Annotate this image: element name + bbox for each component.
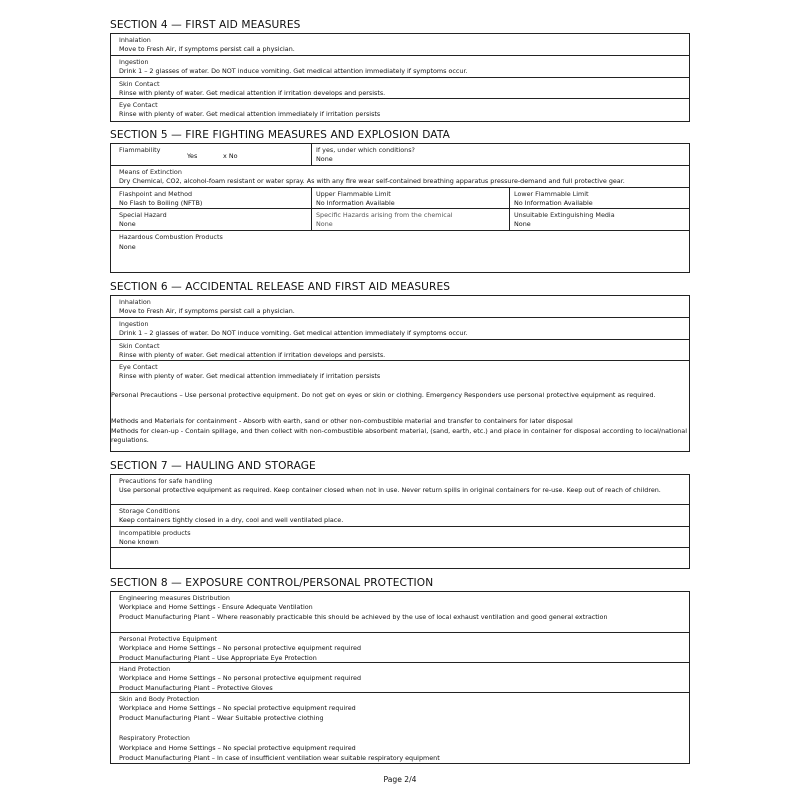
flash-limits-row: [111, 188, 689, 209]
row-text: Move to Fresh Air, if symptoms persist call a physician.: [119, 307, 295, 315]
block-label: Skin and Body Protection: [119, 695, 200, 703]
section-7-row-empty: [111, 548, 689, 568]
lower-limit-label: Lower Flammable Limit: [514, 190, 589, 198]
row-label: Precautions for safe handling: [119, 477, 213, 485]
unsuitable-media-value: None: [514, 220, 531, 228]
row-text: Drink 1 – 2 glasses of water. Do NOT induce vomiting. Get medical attention immediately if symptoms occur.: [119, 67, 468, 75]
page-number: Page 2/4: [383, 775, 417, 784]
hand-protection-block: [111, 663, 689, 693]
section-6-title: SECTION 6 — ACCIDENTAL RELEASE AND FIRST AID MEASURES: [110, 281, 451, 293]
block-label: Personal Protective Equipment: [119, 635, 218, 643]
section-7-row-storage: [111, 505, 689, 527]
section-7-table: [110, 474, 690, 569]
row-text: Rinse with plenty of water. Get medical attention if irritation develops and persists.: [119, 89, 386, 97]
hazard-row: [111, 209, 689, 231]
section-4-row-skin: [111, 78, 689, 99]
flashpoint-cell: [111, 188, 311, 208]
row-label: Skin Contact: [119, 342, 160, 350]
upper-limit-value: No Information Available: [316, 199, 395, 207]
combustion-label: Hazardous Combustion Products: [119, 233, 223, 241]
row-text: Drink 1 – 2 glasses of water. Do NOT induce vomiting. Get medical attention immediately if symptoms occur.: [119, 329, 468, 337]
row-label: Ingestion: [119, 58, 149, 66]
flammability-no: x No: [223, 152, 238, 160]
block-line-2: Product Manufacturing Plant – Use Appropriate Eye Protection: [119, 654, 317, 662]
section-6-row-ingestion: [111, 318, 689, 340]
row-label: Inhalation: [119, 36, 151, 44]
row-text: Rinse with plenty of water. Get medical attention if irritation develops and persists.: [119, 351, 386, 359]
row-text: None known: [119, 538, 159, 546]
flashpoint-value: No Flash to Boiling (NFTB): [119, 199, 203, 207]
section-4-table: [110, 33, 690, 122]
block-line-2: Product Manufacturing Plant – Where reasonably practicable this should be achieved by the use of local exhaust ventilation and good general extraction: [119, 613, 608, 621]
block-line-2: Product Manufacturing Plant – Protective Gloves: [119, 684, 273, 692]
eye-contact-text: Rinse with plenty of water. Get medical attention immediately if irritation persists: [119, 372, 381, 380]
flammability-yes: Yes: [187, 152, 198, 160]
combustion-row: [111, 231, 689, 272]
conditions-label: If yes, under which conditions?: [316, 146, 415, 154]
section-8-table: [110, 591, 690, 764]
section-4-row-eye: [111, 99, 689, 121]
section-8-title: SECTION 8 — EXPOSURE CONTROL/PERSONAL PROTECTION: [110, 577, 434, 589]
row-text: Move to Fresh Air, if symptoms persist call a physician.: [119, 45, 295, 53]
section-4-row-inhalation: [111, 34, 689, 56]
section-7-row-handling: [111, 475, 689, 505]
section-6-eye-and-notes: [111, 361, 689, 451]
row-text: Keep containers tightly closed in a dry, cool and well ventilated place.: [119, 516, 344, 524]
row-text: Use personal protective equipment as required. Keep container closed when not in use. Never return spills in original containers for re-use. Keep out of reach of children.: [119, 486, 661, 494]
special-hazard-value: None: [119, 220, 136, 228]
block-label: Hand Protection: [119, 665, 171, 673]
special-hazard-cell: [111, 209, 311, 230]
section-7-title: SECTION 7 — HAULING AND STORAGE: [110, 460, 316, 472]
block-label: Engineering measures Distribution: [119, 594, 230, 602]
row-label: Eye Contact: [119, 101, 158, 109]
section-7-row-incompatible: [111, 527, 689, 548]
respiratory-line-2: Product Manufacturing Plant – In case of insufficient ventilation wear suitable respiratory equipment: [119, 754, 440, 762]
row-label: Inhalation: [119, 298, 151, 306]
specific-hazard-value: None: [316, 220, 333, 228]
row-label: Skin Contact: [119, 80, 160, 88]
block-line-1: Workplace and Home Settings – No personal protective equipment required: [119, 644, 362, 652]
row-text: Rinse with plenty of water. Get medical attention immediately if irritation persists: [119, 110, 381, 118]
section-4-title: SECTION 4 — FIRST AID MEASURES: [110, 19, 301, 31]
conditions-cell: [311, 144, 689, 165]
flammability-cell: [111, 144, 311, 165]
respiratory-label: Respiratory Protection: [119, 734, 190, 742]
combustion-value: None: [119, 243, 136, 251]
row-label: Storage Conditions: [119, 507, 180, 515]
block-line-2: Product Manufacturing Plant – Wear Suitable protective clothing: [119, 714, 324, 722]
row-label: Ingestion: [119, 320, 149, 328]
respiratory-line-1: Workplace and Home Settings – No special protective equipment required: [119, 744, 356, 752]
containment-methods: Methods and Materials for containment - Absorb with earth, sand or other non-combustible material and transfer to containers for later disposal: [111, 417, 573, 425]
section-5-table: [110, 143, 690, 273]
block-line-1: Workplace and Home Settings – No special protective equipment required: [119, 704, 356, 712]
upper-limit-cell: [311, 188, 509, 208]
engineering-measures-block: [111, 592, 689, 633]
lower-limit-cell: [509, 188, 689, 208]
unsuitable-media-label: Unsuitable Extinguishing Media: [514, 211, 615, 219]
section-6-table: [110, 295, 690, 452]
section-5-title: SECTION 5 — FIRE FIGHTING MEASURES AND EXPLOSION DATA: [110, 129, 450, 141]
skin-body-respiratory-block: [111, 693, 689, 763]
ppe-block: [111, 633, 689, 663]
section-6-row-skin: [111, 340, 689, 361]
extinction-value: Dry Chemical, CO2, alcohol-foam resistant or water spray. As with any fire wear self-contained breathing apparatus pressure-demand and full protective gear.: [119, 177, 625, 185]
extinction-label: Means of Extinction: [119, 168, 182, 176]
extinction-row: [111, 166, 689, 188]
flammability-label: Flammability: [119, 146, 161, 154]
flammability-row: [111, 144, 689, 166]
block-line-1: Workplace and Home Settings - Ensure Adequate Ventilation: [119, 603, 313, 611]
specific-hazard-label: Specific Hazards arising from the chemical: [316, 211, 453, 219]
section-6-row-inhalation: [111, 296, 689, 318]
flashpoint-label: Flashpoint and Method: [119, 190, 193, 198]
eye-contact-label: Eye Contact: [119, 363, 158, 371]
personal-precautions: Personal Precautions – Use personal protective equipment. Do not get on eyes or skin or clothing. Emergency Responders use personal protective equipment as required.: [111, 391, 656, 399]
specific-hazard-cell: [311, 209, 509, 230]
upper-limit-label: Upper Flammable Limit: [316, 190, 391, 198]
block-line-1: Workplace and Home Settings – No personal protective equipment required: [119, 674, 362, 682]
section-4-row-ingestion: [111, 56, 689, 78]
lower-limit-value: No Information Available: [514, 199, 593, 207]
conditions-value: None: [316, 155, 333, 163]
special-hazard-label: Special Hazard: [119, 211, 167, 219]
cleanup-methods: Methods for clean-up - Contain spillage, and then collect with non-combustible absorbent material, (sand, earth, etc.) and place in container for disposal according to local/national regulations.: [111, 427, 687, 444]
unsuitable-media-cell: [509, 209, 689, 230]
row-label: Incompatible products: [119, 529, 191, 537]
